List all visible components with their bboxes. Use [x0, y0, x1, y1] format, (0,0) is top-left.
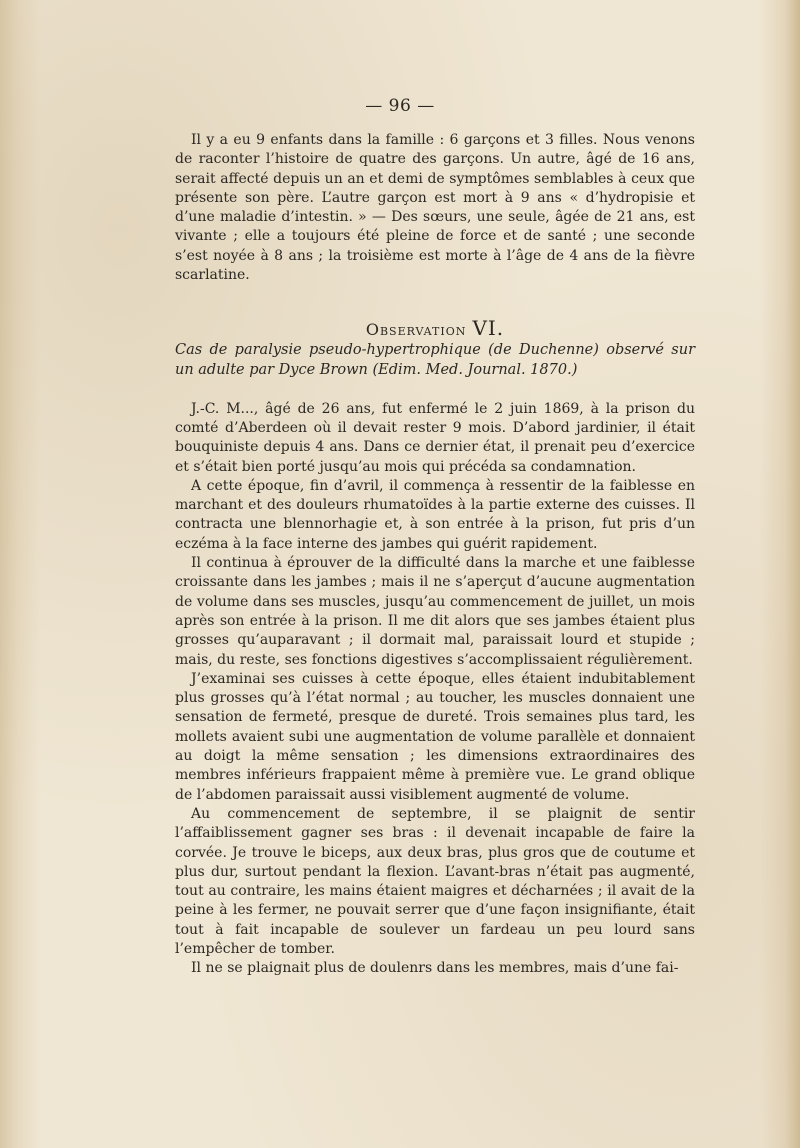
- intro-paragraph: Il y a eu 9 enfants dans la famille : 6 garçons et 3 filles. Nous venons de raconter l’histoire de quatre des garçons. Un autre, âgé de 16 ans, serait affecté depuis un an et demi de symptômes semblables à ceux que présente son père. L’autre garçon est mort à 9 ans « d’hydropisie et d’une maladie d’intestin. » — Des sœurs, une seule, âgée de 21 ans, est vivante ; elle a toujours été pleine de force et de santé ; une seconde s’est noyée à 8 ans ; la troisième est morte à l’âge de 4 ans de la fièvre scarlatine.: [175, 132, 695, 284]
- observation-title-prefix: Observation: [365, 320, 467, 340]
- body-paragraph: Il continua à éprouver de la difficulté dans la marche et une faiblesse croissante dans les jambes ; mais il ne s’aperçut d’aucune augmentation de volume dans ses muscles, jusqu’au commencement de juillet, un mois après son entrée à la prison. Il me dit alors que ses jambes étaient plus grosses qu’auparavant ; il dormait mal, paraissait lourd et stupide ; mais, du reste, ses fonctions digestives s’accomplissaient régulièrement.: [175, 555, 695, 668]
- observation-subtitle: Cas de paralysie pseudo-hypertrophique (de Duchenne) observé sur un adulte par Dyce Brown (Edim. Med. Journal. 1870.): [175, 341, 695, 378]
- body-paragraph: Il ne se plaignait plus de doulenrs dans les membres, mais d’une fai-: [191, 960, 679, 977]
- body-paragraph: J.-C. M..., âgé de 26 ans, fut enfermé le 2 juin 1869, à la prison du comté d’Aberdeen où il devait rester 9 mois. D’abord jardinier, il était bouquiniste depuis 4 ans. Dans ce dernier état, il prenait peu d’exercice et s’était bien porté jusqu’au mois qui précéda sa condamnation.: [175, 400, 695, 475]
- body-paragraph: Au commencement de septembre, il se plaignit de sentir l’affaiblissement gagner ses bras : il devenait incapable de faire la corvée. Je trouve le biceps, aux deux bras, plus gros que de coutume et plus dur, surtout pendant la flexion. L’avant-bras n’était pas augmenté, tout au contraire, les mains étaient maigres et décharnées ; il avait de la peine à les fermer, ne pouvait serrer que d’une façon insignifiante, était tout à fait incapable de soulever un fardeau un peu lourd sans l’empêcher de tomber.: [175, 805, 695, 957]
- page-body: [175, 131, 695, 979]
- body-paragraph: A cette époque, fin d’avril, il commença à ressentir de la faiblesse en marchant et des douleurs rhumatoïdes à la partie externe des cuisses. Il contracta une blennorhagie et, à son entrée à la prison, fut pris d’un eczéma à la face interne des jambes qui guérit rapidement.: [175, 477, 695, 552]
- observation-title: [175, 316, 695, 341]
- observation-body: [175, 400, 695, 979]
- page-number: — 96 —: [365, 96, 435, 116]
- observation-title-number: VI.: [472, 316, 505, 341]
- body-paragraph: J’examinai ses cuisses à cette époque, elles étaient indubitablement plus grosses qu’à l’état normal ; au toucher, les muscles donnaient une sensation de fermeté, presque de dureté. Trois semaines plus tard, les mollets avaient subi une augmentation de volume parallèle et donnaient au doigt la même sensation ; les dimensions extraordinaires des membres inférieurs frappaient même à première vue. Le grand oblique de l’abdomen paraissait aussi visiblement augmenté de volume.: [175, 670, 695, 803]
